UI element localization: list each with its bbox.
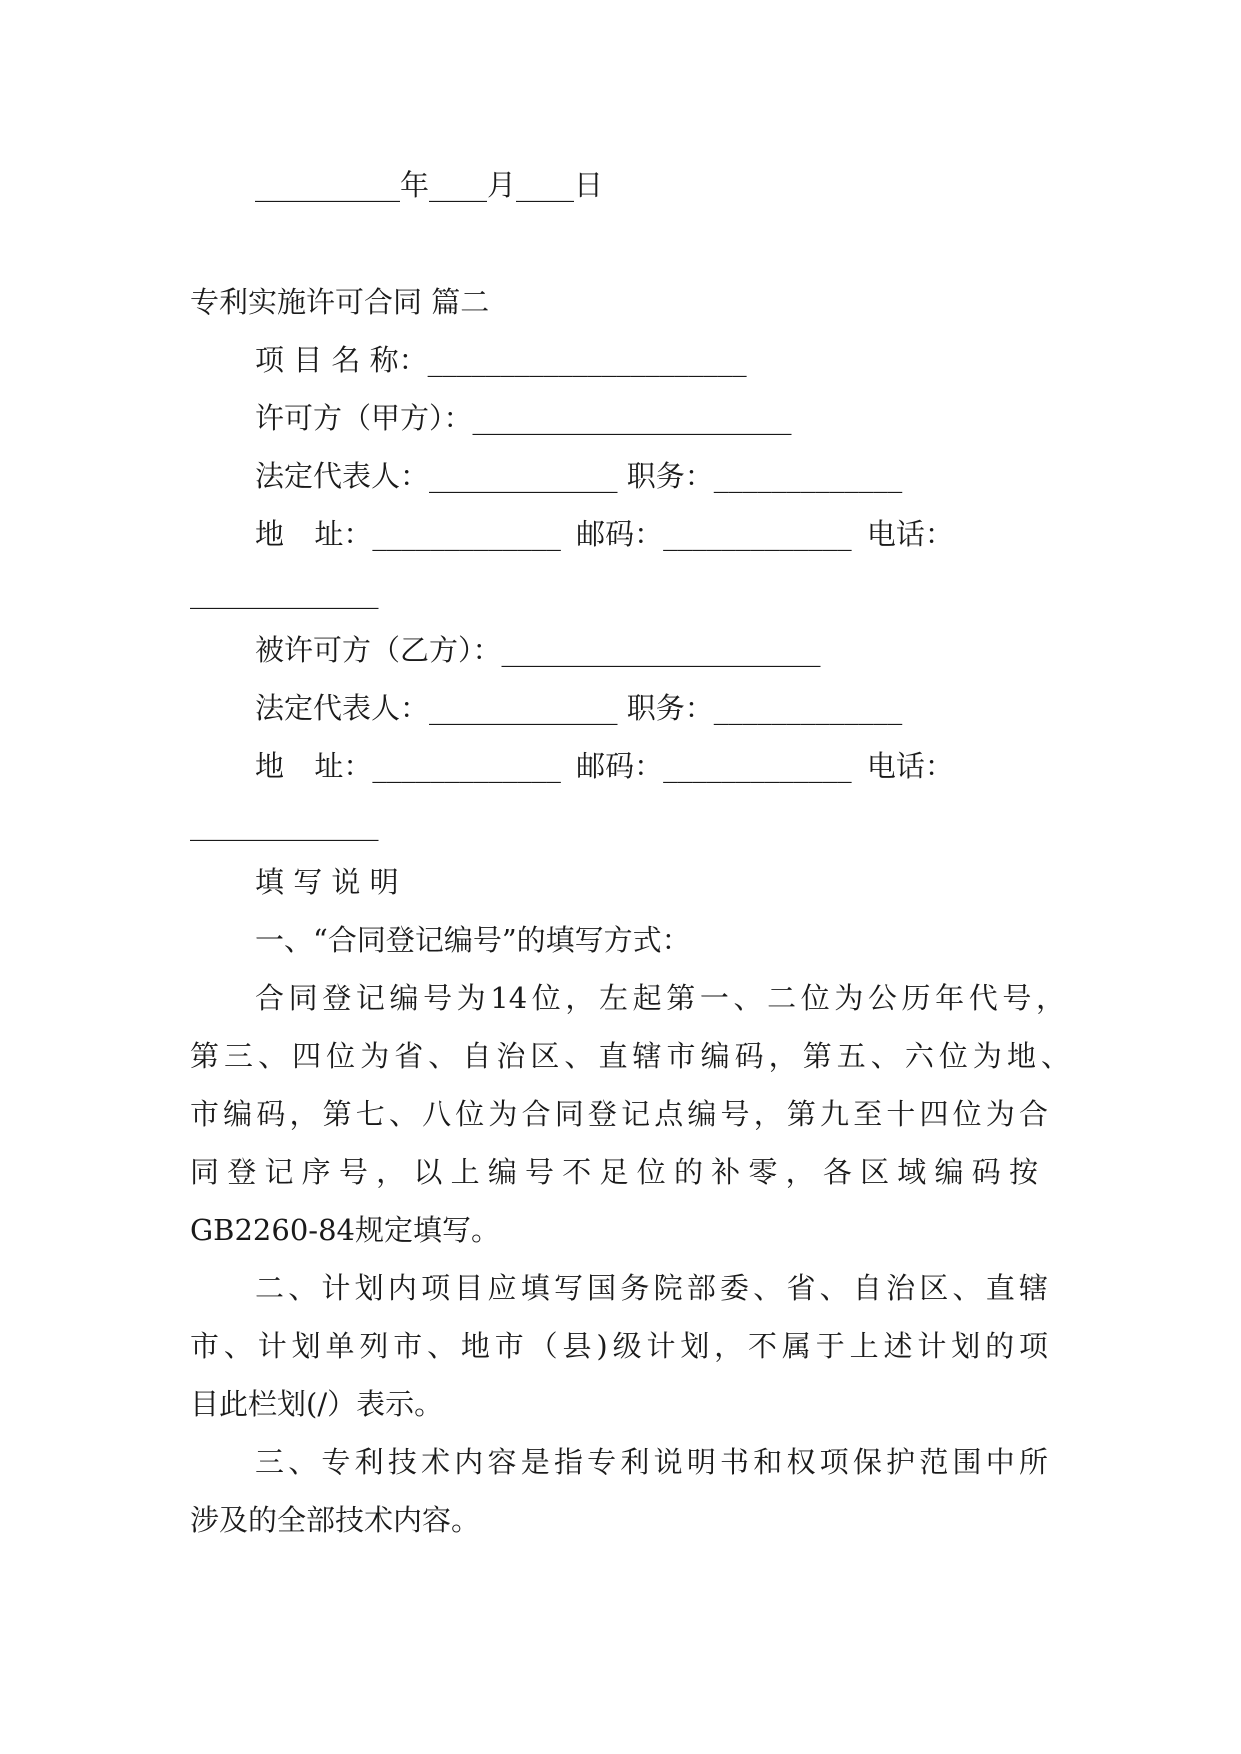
instruction-3-line: 三、专利技术内容是指专利说明书和权项保护范围中所 xyxy=(255,1445,1048,1479)
instruction-2-line: 目此栏划(/）表示。 xyxy=(190,1387,444,1421)
section-title: 专利实施许可合同 篇二 xyxy=(190,285,490,319)
licensor-representative-field: 法定代表人：_____________ 职务：_____________ xyxy=(255,459,903,493)
licensee-phone-blank: _____________ xyxy=(190,807,379,841)
licensee-representative-field: 法定代表人：_____________ 职务：_____________ xyxy=(255,691,903,725)
instructions-heading: 填 写 说 明 xyxy=(255,865,399,899)
instruction-1-line: 同登记序号，以上编号不足位的补零，各区域编码按 xyxy=(190,1155,1038,1189)
instruction-1-line: 市编码，第七、八位为合同登记点编号，第九至十四位为合 xyxy=(190,1097,1048,1131)
date-line: __________年____月____日 xyxy=(255,168,604,202)
instruction-3-line: 涉及的全部技术内容。 xyxy=(190,1503,481,1537)
licensee-field: 被许可方（乙方）：______________________ xyxy=(255,633,821,667)
project-name-field: 项 目 名 称：______________________ xyxy=(255,343,747,377)
licensor-address-field: 地 址：_____________ 邮码：_____________ 电话： xyxy=(255,517,954,551)
instruction-1-line: GB2260-84规定填写。 xyxy=(190,1213,500,1247)
instruction-2-line: 二、计划内项目应填写国务院部委、省、自治区、直辖 xyxy=(255,1271,1048,1305)
instruction-1-line: 合同登记编号为14位，左起第一、二位为公历年代号， xyxy=(255,981,1065,1015)
instruction-1-line: 第三、四位为省、自治区、直辖市编码，第五、六位为地、 xyxy=(190,1039,1070,1073)
licensor-field: 许可方（甲方）：______________________ xyxy=(255,401,792,435)
instruction-1-title: 一、“合同登记编号”的填写方式： xyxy=(255,923,691,957)
licensee-address-field: 地 址：_____________ 邮码：_____________ 电话： xyxy=(255,749,954,783)
instruction-2-line: 市、计划单列市、地市（县)级计划，不属于上述计划的项 xyxy=(190,1329,1048,1363)
licensor-phone-blank: _____________ xyxy=(190,575,379,609)
